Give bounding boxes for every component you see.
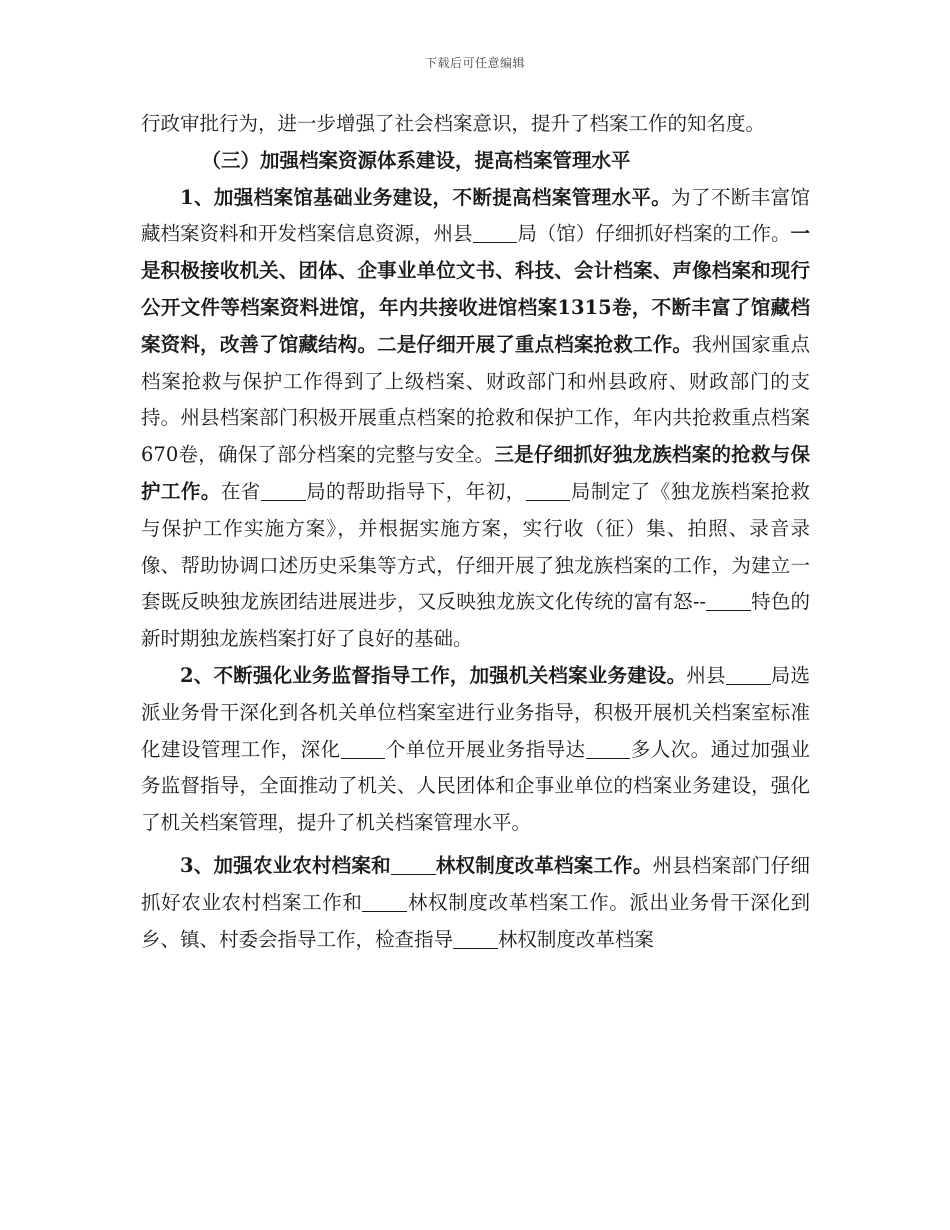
blank-underline: [453, 928, 498, 949]
paragraph-text: 在省: [220, 479, 261, 503]
blank-underline: [586, 738, 631, 759]
paragraph-text: 局（馆）仔细抓好档案的工作。: [517, 222, 791, 246]
paragraph-bold-text: 一是积极接收机关、团体、企事业单位文书、科技、会计档案、声像档案和现行公开文件等档案资料进馆，年内共接收进馆档案1315卷，不断丰富了馆藏档案资料，改善了馆藏结构。二是仔细开展了重点档案抢救工作。: [141, 222, 810, 356]
blank-underline: [726, 664, 771, 685]
paragraph-text: 我州国家重点档案抢救与保护工作得到了上级档案、财政部门和州县政府、财政部门的支持。州县档案部门积极开展重点档案的抢救和保护工作，年内共抢救重点档案670卷，确保了部分档案的完整与安全。: [141, 332, 810, 467]
paragraph-bold-text: 三是仔细抓好独龙族档案的抢救与保护工作。: [141, 443, 810, 503]
paragraph-text: 个单位开展业务指导达: [385, 737, 586, 761]
paragraph-text: 为了不断丰富馆藏档案资料和开发档案信息资源，州县: [141, 185, 810, 246]
paragraph-text: 行政审批行为，进一步增强了社会档案意识，提升了档案工作的知名度。: [141, 112, 766, 135]
paragraph-2-heading: 2、不断强化业务监督指导工作，加强机关档案业务建设。: [180, 663, 687, 687]
blank-underline: [526, 480, 571, 501]
paragraph-3: [141, 848, 810, 958]
section-heading: [141, 143, 810, 180]
paragraph-1: [141, 180, 810, 658]
paragraph-text: 州县: [686, 663, 726, 687]
paragraph-text: 局的帮助指导下，年初，: [305, 479, 526, 503]
paragraph-2: [141, 658, 810, 842]
paragraph-text: 局制定了《独龙族档案抢救与保护工作实施方案》，并根据实施方案，实行收（征）集、拍照、录音录像、帮助协调口述历史采集等方式，仔细开展了独龙族档案的工作，为建立一套既反映独龙族团结进展进步，又反映独龙族文化传统的富有怒--: [141, 479, 810, 614]
blank-underline: [473, 223, 518, 244]
paragraph-text: 局选派业务骨干深化到各机关单位档案室进行业务指导，积极开展机关档案室标准化建设管理工作，深化: [141, 663, 810, 761]
paragraph-1-heading: 1、加强档案馆基础业务建设，不断提高档案管理水平。: [180, 185, 672, 209]
blank-underline: [391, 854, 436, 875]
blank-underline: [362, 891, 407, 912]
paragraph-text: 林权制度改革档案工作。派出业务骨干深化到乡、镇、村委会指导工作，检查指导: [141, 890, 810, 951]
blank-underline: [706, 591, 751, 612]
document-body: [141, 106, 810, 958]
paragraph-text: 州县档案部门仔细抓好农业农村档案工作和: [141, 853, 810, 914]
blank-underline: [261, 480, 306, 501]
page-header: 下载后可任意编辑: [424, 56, 525, 70]
section-heading-text: （三）加强档案资源体系建设，提高档案管理水平: [201, 148, 631, 172]
blank-underline: [341, 738, 386, 759]
paragraph-3-heading-cont: 林权制度改革档案工作。: [435, 853, 653, 877]
paragraph-3-heading: 3、加强农业农村档案和: [180, 853, 391, 877]
paragraph-text: 林权制度改革档案: [497, 927, 654, 951]
paragraph-text: 多人次。通过加强业务监督指导，全面推动了机关、人民团体和企事业单位的档案业务建设，强化了机关档案管理，提升了机关档案管理水平。: [141, 737, 810, 835]
paragraph-text: 特色的新时期独龙族档案打好了良好的基础。: [141, 590, 810, 651]
paragraph-continuation: [141, 106, 810, 143]
